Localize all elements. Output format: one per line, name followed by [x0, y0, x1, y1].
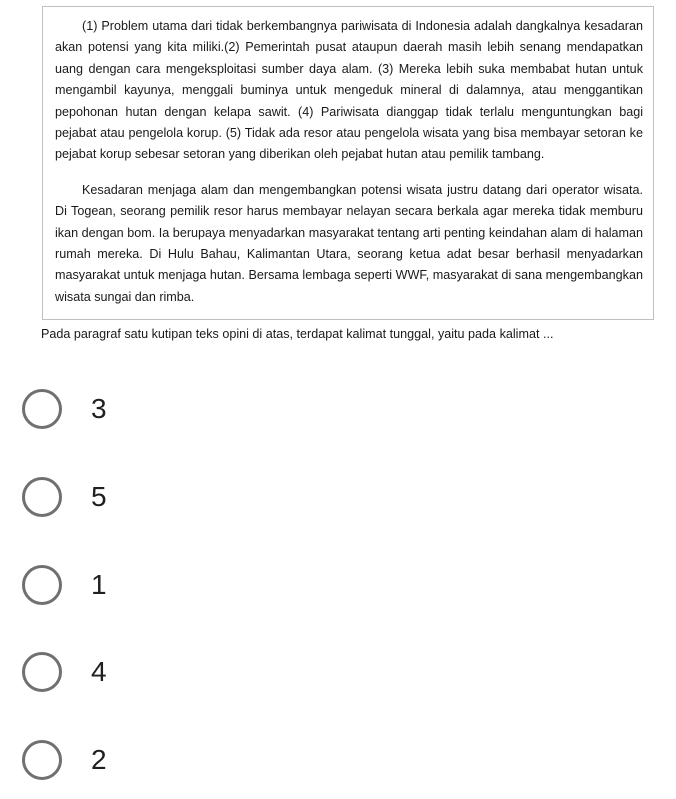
- answer-option-3[interactable]: [22, 562, 322, 608]
- radio-button-icon[interactable]: [22, 740, 62, 780]
- answer-option-label: 2: [91, 744, 107, 775]
- question-text: Pada paragraf satu kutipan teks opini di atas, terdapat kalimat tunggal, yaitu pada kalimat ...: [41, 327, 554, 341]
- passage-paragraph-2: Kesadaran menjaga alam dan mengembangkan potensi wisata justru datang dari operator wisata. Di Togean, seorang pemilik resor harus membayar nelayan secara berkala agar mereka tidak memburu ikan dengan bom. Ia berupaya menyadarkan masyarakat tentang arti penting keindahan alam di halaman rumah mereka. Di Hulu Bahau, Kalimantan Utara, seorang ketua adat besar berhasil menyadarkan masyarakat untuk menjaga hutan. Bersama lembaga seperti WWF, masyarakat di sana mengembangkan wisata sungai dan rimba.: [55, 182, 643, 304]
- radio-button-icon[interactable]: [22, 652, 62, 692]
- answer-option-label: 1: [91, 569, 107, 600]
- answer-option-label: 5: [91, 481, 107, 512]
- answer-option-2[interactable]: [22, 474, 322, 520]
- answer-option-label: 3: [91, 393, 107, 424]
- radio-button-icon[interactable]: [22, 477, 62, 517]
- radio-button-icon[interactable]: [22, 389, 62, 429]
- answer-option-1[interactable]: [22, 386, 322, 432]
- reading-passage: [42, 6, 654, 320]
- answer-option-5[interactable]: [22, 737, 322, 783]
- answer-option-4[interactable]: [22, 649, 322, 695]
- radio-button-icon[interactable]: [22, 565, 62, 605]
- answer-option-label: 4: [91, 656, 107, 687]
- passage-paragraph-1: (1) Problem utama dari tidak berkembangnya pariwisata di Indonesia adalah dangkalnya kesadaran akan potensi yang kita miliki.(2) Pemerintah pusat ataupun daerah masih lebih senang mendapatkan uang dengan cara mengeksploitasi sumber daya alam. (3) Mereka lebih suka membabat hutan untuk mengambil kayunya, menggali buminya untuk mengeduk mineral di dalamnya, atau menggantikan pepohonan hutan dengan kelapa sawit. (4) Pariwisata dianggap tidak terlalu menguntungkan bagi pejabat atau pengelola korup. (5) Tidak ada resor atau pengelola wisata yang bisa membayar setoran ke pejabat korup sebesar setoran yang diberikan oleh pejabat hutan atau pemilik tambang.: [55, 19, 643, 162]
